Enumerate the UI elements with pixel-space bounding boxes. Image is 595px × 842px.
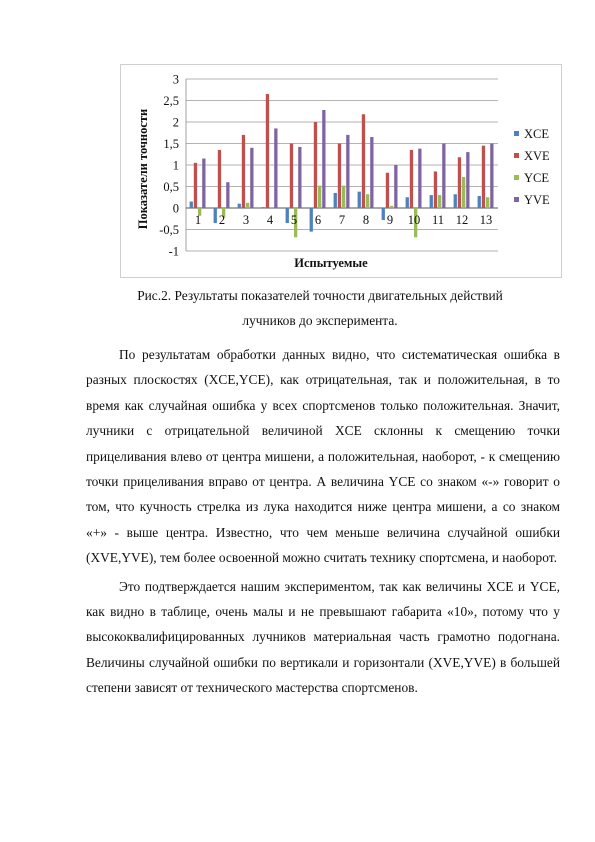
y-tick-label: -1 [168,244,179,259]
bar-xce-10 [406,197,409,208]
y-tick-label: 0,5 [163,180,179,194]
x-tick-label: 1 [194,213,202,227]
legend-swatch [514,153,519,158]
bar-yve-3 [250,148,253,208]
bar-xve-5 [290,144,293,209]
y-tick-label: 0 [172,201,179,216]
bar-xve-4 [266,94,269,208]
bar-yve-12 [466,152,469,208]
bar-xce-4 [262,207,265,208]
bar-xce-5 [286,208,289,223]
paragraph-1: По результатам обработки данных видно, что систематическая ошибка в разных плоскостях (XCE,YCE), как отрицательная, так и положительная, в то время как случайная ошибка у всех спортсменов только положительная. Значит, лучники с отрицательной величиной XCE склонны к смещению точки прицеливания влево от центра мишени, а положительная, наоборот, - к смещению точки прицеливания вправо от центра. А величина YCE со знаком «-» говорит о том, что кучность стрелка из лука находится ниже центра мишени, а со знаком «+» - выше центра. Известно, что чем меньше величина случайной ошибки (XVE,YVE), тем более освоенной можно считать технику спортсмена, и наоборот. [86,347,560,566]
bar-xve-6 [314,122,317,208]
caption-line-1: Рис.2. Результаты показателей точности двигательных действий [137,288,503,303]
x-tick-label: 8 [362,213,370,227]
bar-xce-6 [310,208,313,232]
legend-label: YVE [524,193,550,207]
legend-swatch [514,197,519,202]
bar-yce-7 [342,186,345,208]
y-axis-label: Показатели точности [136,108,150,230]
legend-label: YCE [524,171,549,185]
bar-xve-13 [482,146,485,208]
y-tick-label: 1 [172,158,179,173]
bar-xve-9 [386,173,389,208]
x-tick-label: 9 [386,213,394,227]
bar-xve-7 [338,144,341,209]
y-tick-label: 2 [172,115,179,130]
bar-xce-2 [214,208,217,223]
bar-yce-9 [390,206,393,208]
x-tick-label: 3 [242,213,250,227]
y-tick-label: 3 [172,72,179,87]
legend [514,127,550,207]
bar-yve-11 [442,144,445,209]
bar-yce-12 [462,177,465,208]
bar-yce-13 [486,197,489,208]
bar-yve-10 [418,149,421,208]
x-tick-label: 5 [290,213,298,227]
bar-xve-2 [218,150,221,208]
bar-xce-11 [430,195,433,208]
bar-yce-8 [366,194,369,208]
figure-caption [90,283,550,333]
legend-label: XCE [524,127,549,141]
bar-yve-6 [322,110,325,208]
bar-xve-3 [242,135,245,208]
bar-yve-5 [298,147,301,208]
x-tick-label: 7 [338,213,346,227]
bar-yce-3 [246,203,249,208]
bar-xce-13 [478,196,481,208]
bar-yve-4 [274,128,277,208]
bar-yve-1 [202,159,205,208]
bar-xce-9 [382,208,385,220]
bar-yce-6 [318,186,321,208]
x-axis-label: Испытуемые [294,256,368,270]
bar-yve-8 [370,137,373,208]
bar-yve-13 [490,144,493,209]
bar-yve-9 [394,165,397,208]
x-tick-label: 13 [479,213,493,227]
legend-swatch [514,175,519,180]
accuracy-bar-chart [121,65,561,277]
bar-xce-3 [238,204,241,208]
bar-yce-4 [270,207,273,208]
x-tick-label: 2 [218,213,226,227]
legend-label: XVE [524,149,550,163]
caption-line-2: лучников до эксперимента. [242,313,398,328]
legend-swatch [514,131,519,136]
bar-xce-1 [190,202,193,208]
bar-xve-12 [458,157,461,208]
bar-yve-2 [226,182,229,208]
bar-xve-11 [434,171,437,208]
x-tick-label: 6 [314,213,322,227]
bar-xve-10 [410,150,413,208]
paragraph-2: Это подтверждается нашим экспериментом, так как величины XCE и YCE, как видно в таблице, очень малы и не превышают габарита «10», потому что у высококвалифицированных лучников материальная часть грамотно подогнана. Величины случайной ошибки по вертикали и горизонтали (XVE,YVE) в большей степени зависят от технического мастерства спортсменов. [86,578,560,696]
bar-xce-12 [454,194,457,208]
y-tick-label: 2,5 [163,94,179,108]
bar-yve-7 [346,135,349,208]
x-tick-label: 10 [407,213,421,227]
x-tick-label: 12 [455,213,469,227]
bar-xve-1 [194,163,197,208]
y-tick-label: -0,5 [159,223,179,237]
bar-xve-8 [362,114,365,208]
x-tick-label: 11 [431,213,445,227]
body-text [86,342,560,701]
x-tick-label: 4 [266,213,274,227]
chart-container [120,64,562,278]
bar-xce-8 [358,192,361,208]
bar-xce-7 [334,193,337,208]
bar-yce-11 [438,195,441,208]
y-tick-label: 1,5 [163,137,179,151]
